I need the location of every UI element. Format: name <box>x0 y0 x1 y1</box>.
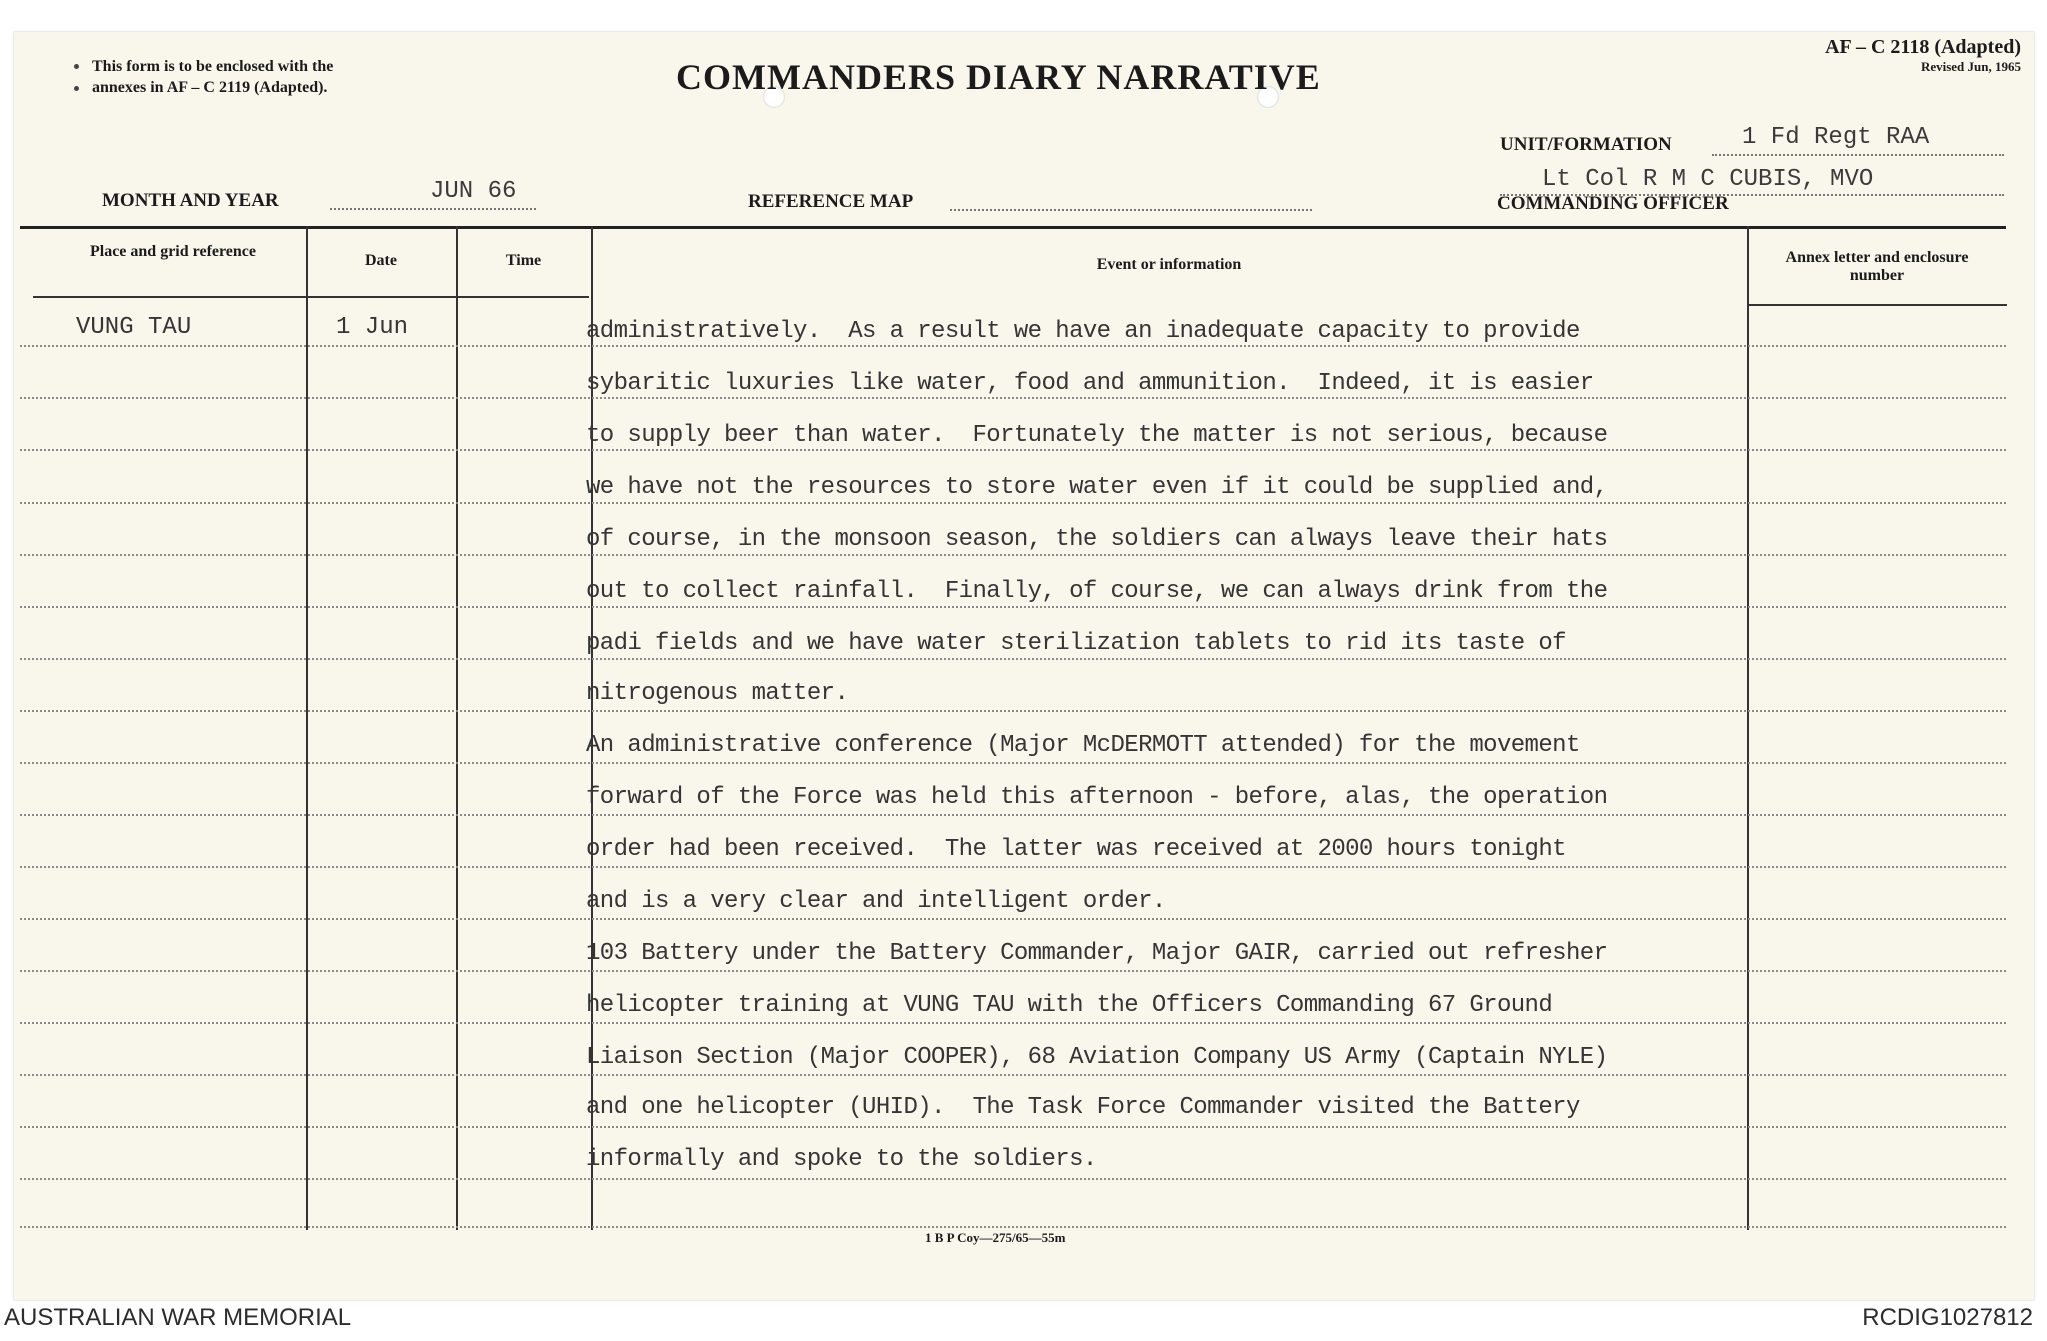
table-top-rule <box>20 226 2006 229</box>
event-line: and one helicopter (UHID). The Task Force Commander visited the Battery <box>586 1094 1580 1121</box>
printer-imprint: 1 B P Coy—275/65—55m <box>925 1230 1066 1245</box>
row-line <box>20 970 2006 972</box>
unit-formation-label: UNIT/FORMATION <box>1500 134 1672 155</box>
row-line <box>20 814 2006 816</box>
header-date: Date <box>365 252 397 269</box>
revised-date: Revised Jun, 1965 <box>1920 59 2021 74</box>
month-year-value: JUN 66 <box>430 178 517 205</box>
event-line: and is a very clear and intelligent order. <box>586 888 1166 915</box>
event-line: padi fields and we have water sterilization tablets to rid its taste of <box>586 630 1566 657</box>
month-year-field <box>330 208 536 210</box>
unit-formation-value: 1 Fd Regt RAA <box>1742 124 1930 151</box>
row-line <box>20 1074 2006 1076</box>
event-line: informally and spoke to the soldiers. <box>586 1146 1097 1173</box>
row-line <box>20 762 2006 764</box>
row-line <box>20 1178 2006 1180</box>
row-line <box>20 345 2006 347</box>
month-year-label: MONTH AND YEAR <box>102 190 279 211</box>
event-line: we have not the resources to store water even if it could be supplied and, <box>586 474 1608 501</box>
row-line <box>20 1226 2006 1228</box>
date-cell: 1 Jun <box>336 314 409 341</box>
event-line: nitrogenous matter. <box>586 680 849 707</box>
footer-archive-name: AUSTRALIAN WAR MEMORIAL <box>4 1304 352 1331</box>
commanding-officer-label: COMMANDING OFFICER <box>1497 193 1729 214</box>
event-line: out to collect rainfall. Finally, of course, we can always drink from the <box>586 578 1608 605</box>
unit-formation-field <box>1712 154 2004 156</box>
column-divider <box>306 226 308 1230</box>
row-line <box>20 710 2006 712</box>
reference-map-label: REFERENCE MAP <box>748 191 914 212</box>
event-line: forward of the Force was held this afternoon - before, alas, the operation <box>586 784 1608 811</box>
event-line: order had been received. The latter was received at 2000 hours tonight <box>586 836 1566 863</box>
enclosure-note-line-1: This form is to be enclosed with the <box>92 58 334 75</box>
row-line <box>20 918 2006 920</box>
row-line <box>20 606 2006 608</box>
row-line <box>20 554 2006 556</box>
event-line: Liaison Section (Major COOPER), 68 Aviation Company US Army (Captain NYLE) <box>586 1044 1608 1071</box>
event-line: sybaritic luxuries like water, food and ammunition. Indeed, it is easier <box>586 370 1594 397</box>
header-time: Time <box>505 252 542 269</box>
event-line: administratively. As a result we have an inadequate capacity to provide <box>586 318 1580 345</box>
column-divider <box>456 226 458 1230</box>
enclosure-note <box>92 56 452 98</box>
row-line <box>20 658 2006 660</box>
header-bottom-rule-annex <box>1749 304 2007 306</box>
row-line <box>20 1022 2006 1024</box>
row-line <box>20 866 2006 868</box>
header-bottom-rule <box>33 296 589 298</box>
commanding-officer-value: Lt Col R M C CUBIS, MVO <box>1542 166 1874 193</box>
form-number: AF – C 2118 (Adapted) <box>1825 36 2021 58</box>
form-title: COMMANDERS DIARY NARRATIVE <box>676 57 1321 97</box>
row-line <box>20 397 2006 399</box>
event-line: helicopter training at VUNG TAU with the Officers Commanding 67 Ground <box>586 992 1553 1019</box>
row-line <box>20 1126 2006 1128</box>
event-line: 103 Battery under the Battery Commander, Major GAIR, carried out refresher <box>586 940 1608 967</box>
header-event: Event or information <box>1096 256 1242 273</box>
event-line: An administrative conference (Major McDERMOTT attended) for the movement <box>586 732 1580 759</box>
footer-record-id: RCDIG1027812 <box>1862 1304 2033 1331</box>
row-line <box>20 502 2006 504</box>
event-line: of course, in the monsoon season, the soldiers can always leave their hats <box>586 526 1608 553</box>
reference-map-field <box>950 209 1312 211</box>
enclosure-note-line-2: annexes in AF – C 2119 (Adapted). <box>92 79 328 96</box>
form-number-block <box>1825 36 2021 75</box>
place-cell: VUNG TAU <box>76 314 192 341</box>
row-line <box>20 449 2006 451</box>
header-annex: Annex letter and enclosure number <box>1785 249 1969 284</box>
column-divider <box>1747 226 1749 1230</box>
event-line: to supply beer than water. Fortunately the matter is not serious, because <box>586 422 1608 449</box>
header-place: Place and grid reference <box>89 243 257 260</box>
